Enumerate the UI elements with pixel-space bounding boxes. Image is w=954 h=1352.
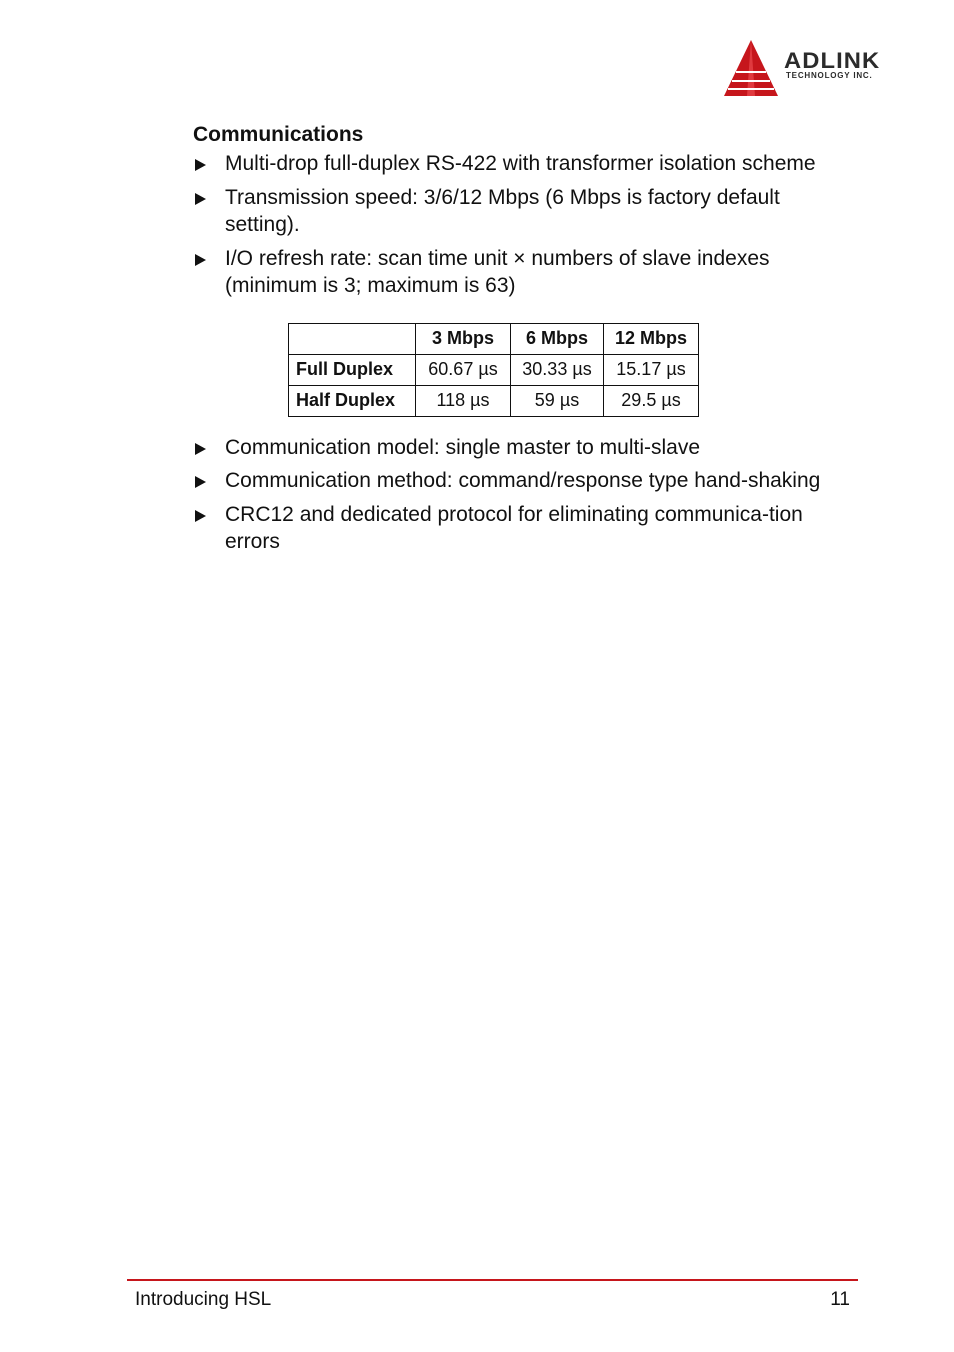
- table-row-label: Half Duplex: [289, 385, 416, 416]
- bullet-arrow-icon: [195, 510, 206, 522]
- table-row-label: Full Duplex: [289, 354, 416, 385]
- table-header-cell: [289, 323, 416, 354]
- footer-divider: [127, 1279, 858, 1281]
- table-cell: 30.33 µs: [511, 354, 604, 385]
- refresh-rate-table: [288, 323, 699, 417]
- bullet-item-method: Communication method: command/response type hand-shaking: [193, 467, 833, 495]
- bullet-item-crc: CRC12 and dedicated protocol for eliminating communica-tion errors: [193, 501, 833, 556]
- bullet-list-top: [193, 150, 833, 300]
- table-cell: 15.17 µs: [604, 354, 699, 385]
- table-row: [289, 385, 699, 416]
- brand-subtitle: TECHNOLOGY INC.: [786, 71, 873, 80]
- footer-chapter-title: Introducing HSL: [135, 1289, 272, 1310]
- table-header-cell: 3 Mbps: [416, 323, 511, 354]
- bullet-arrow-icon: [195, 193, 206, 205]
- bullet-list-bottom: [193, 434, 833, 556]
- table-header-row: [289, 323, 699, 354]
- table-cell: 29.5 µs: [604, 385, 699, 416]
- table-cell: 59 µs: [511, 385, 604, 416]
- table-cell: 60.67 µs: [416, 354, 511, 385]
- bullet-item-refresh-rate: I/O refresh rate: scan time unit × numbers of slave indexes (minimum is 3; maximum is 63): [193, 245, 833, 300]
- table-header-cell: 12 Mbps: [604, 323, 699, 354]
- adlink-triangle-icon: [722, 38, 784, 100]
- footer-page-number: 11: [830, 1289, 850, 1310]
- bullet-arrow-icon: [195, 476, 206, 488]
- bullet-item-topology: Multi-drop full-duplex RS-422 with transformer isolation scheme: [193, 150, 833, 178]
- bullet-arrow-icon: [195, 254, 206, 266]
- bullet-item-model: Communication model: single master to multi-slave: [193, 434, 833, 462]
- section-heading: Communications: [193, 123, 364, 146]
- adlink-logo: [722, 38, 912, 100]
- brand-name: ADLINK: [784, 48, 881, 73]
- bullet-item-speed: Transmission speed: 3/6/12 Mbps (6 Mbps is factory default setting).: [193, 184, 833, 239]
- table-header-cell: 6 Mbps: [511, 323, 604, 354]
- bullet-arrow-icon: [195, 159, 206, 171]
- table-row: [289, 354, 699, 385]
- table-cell: 118 µs: [416, 385, 511, 416]
- communications-section: [193, 120, 833, 562]
- bullet-arrow-icon: [195, 443, 206, 455]
